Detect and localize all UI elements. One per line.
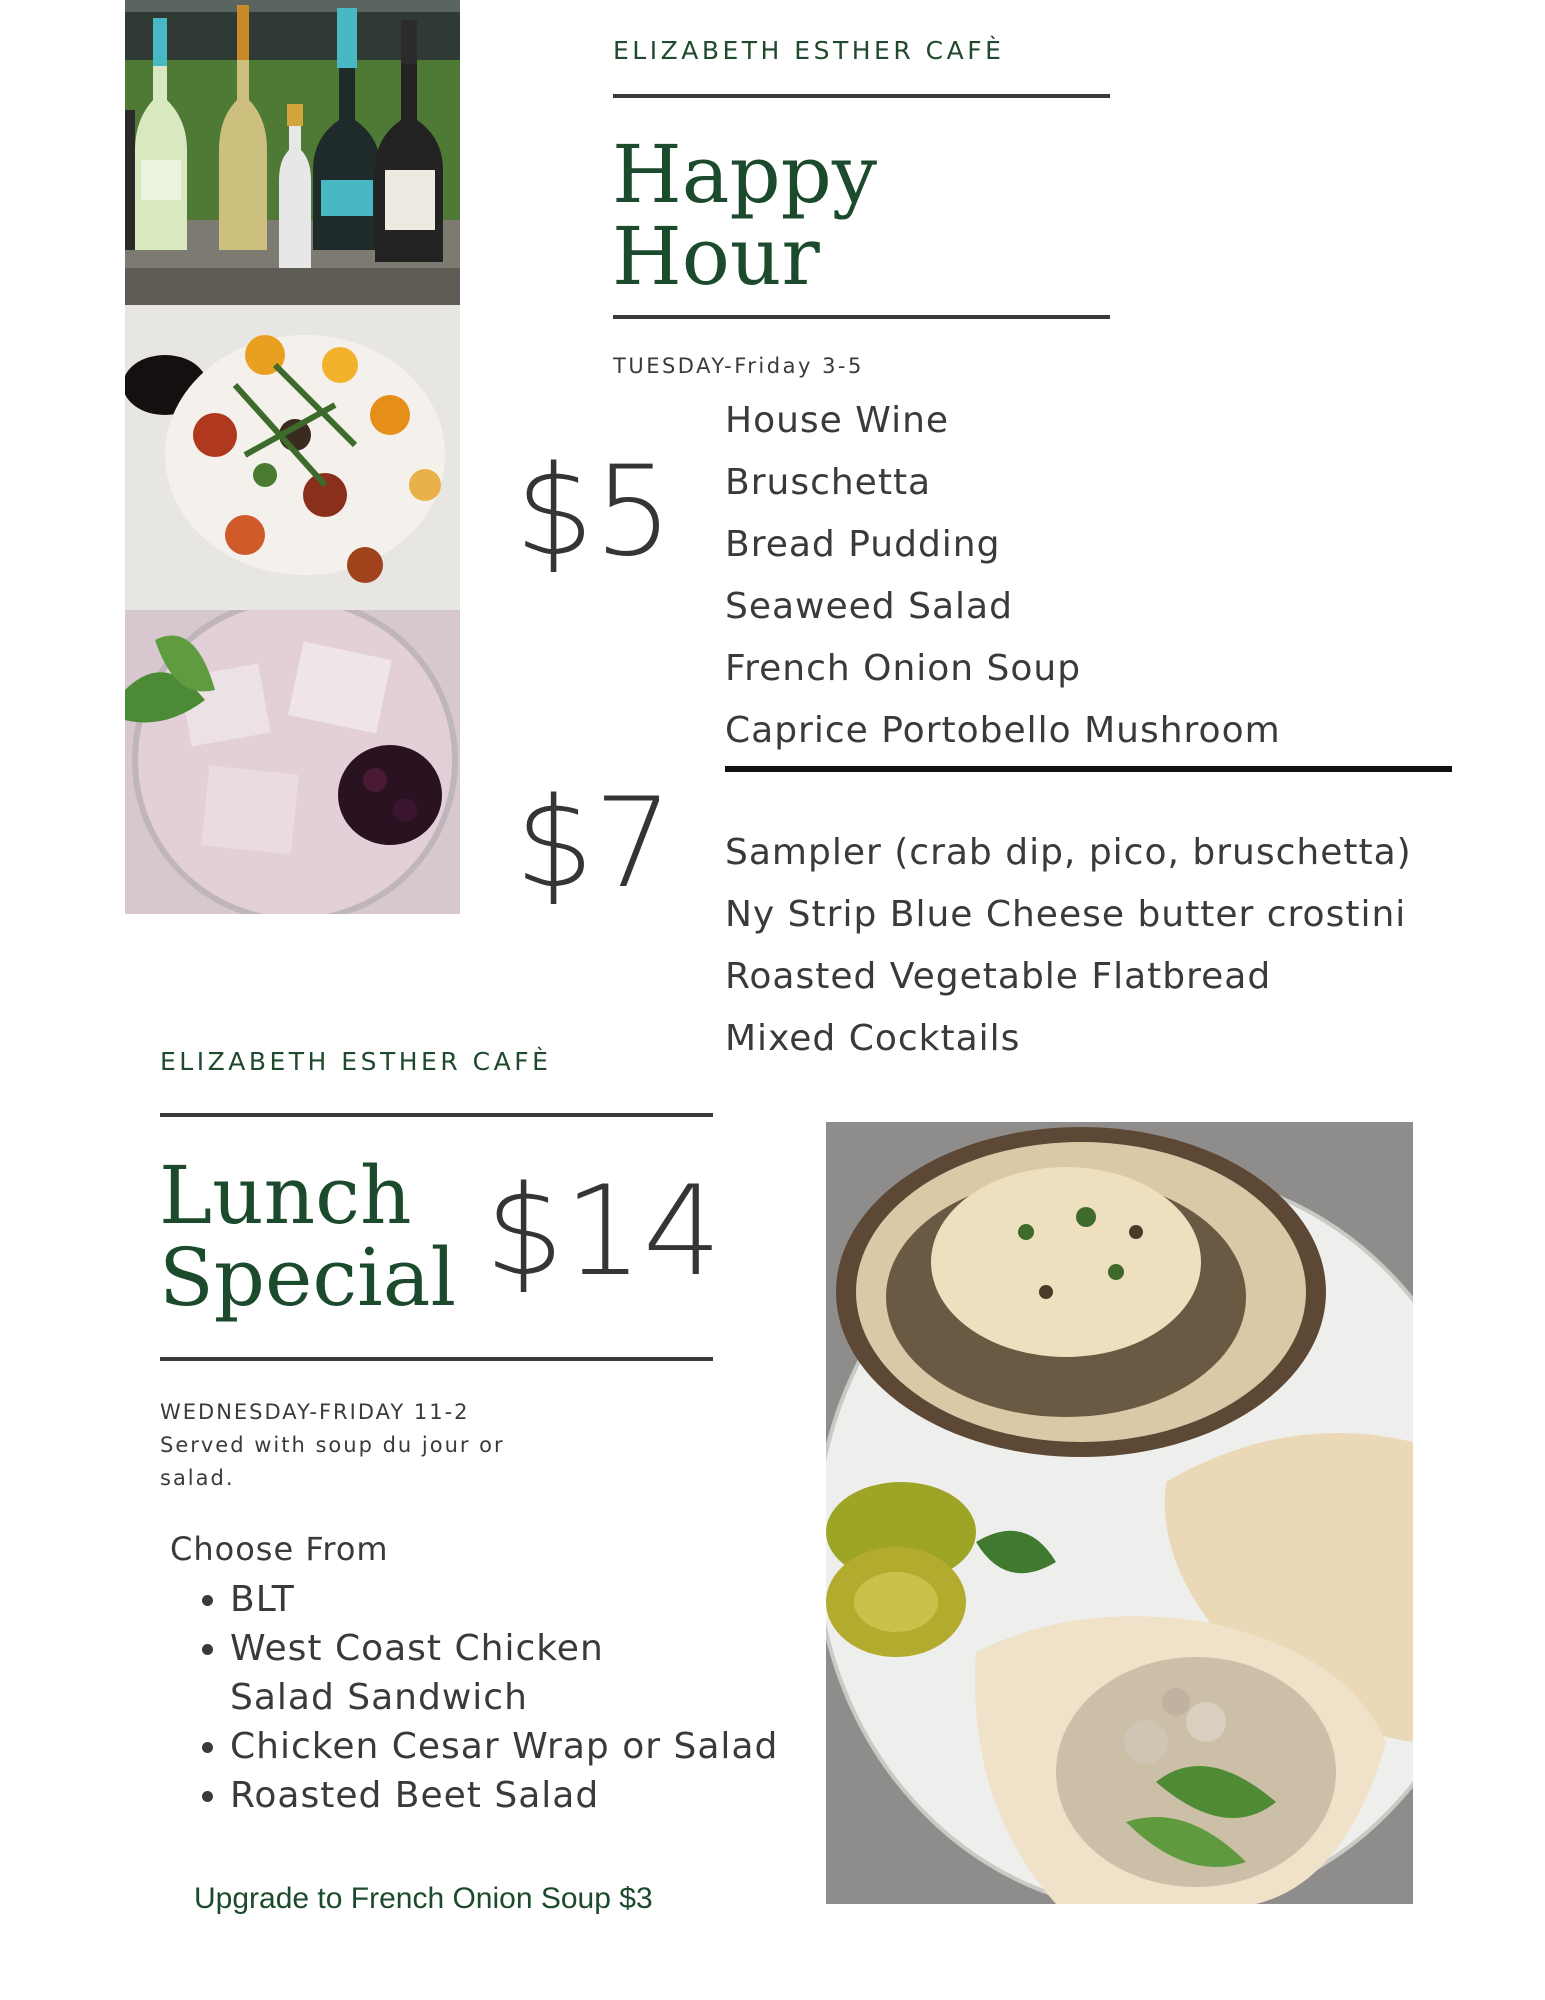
lunch-top-rule (160, 1113, 713, 1117)
wine-bottles-photo (125, 0, 460, 305)
price-7: $7 (515, 772, 673, 916)
cocktail-photo (125, 610, 460, 914)
upgrade-note: Upgrade to French Onion Soup $3 (194, 1882, 653, 1915)
lunch-title (159, 1149, 457, 1324)
lunch-schedule: WEDNESDAY-FRIDAY 11-2 (160, 1400, 470, 1424)
list-item: Bruschetta (725, 462, 932, 503)
list-item: • Roasted Beet Salad (230, 1771, 870, 1820)
happy-hour-title (612, 128, 878, 303)
list-item: Seaweed Salad (725, 586, 1013, 627)
tier-divider (725, 766, 1452, 772)
choose-from-label: Choose From (170, 1530, 389, 1568)
lunch-title-line1: Lunch (159, 1149, 412, 1242)
lunch-brand: ELIZABETH ESTHER CAFÈ (160, 1047, 552, 1076)
lunch-price: $14 (485, 1160, 722, 1304)
list-item: Roasted Vegetable Flatbread (725, 956, 1272, 997)
happy-hour-title-line2: Hour (612, 210, 820, 303)
list-item: Caprice Portobello Mushroom (725, 710, 1281, 751)
lunch-bottom-rule (160, 1357, 713, 1361)
lunch-served-line2: salad. (160, 1466, 235, 1490)
bruschetta-photo (125, 305, 460, 610)
list-item: Ny Strip Blue Cheese butter crostini (725, 894, 1407, 935)
list-item: House Wine (725, 400, 950, 441)
list-item: Bread Pudding (725, 524, 1001, 565)
list-item: • Chicken Cesar Wrap or Salad (230, 1722, 870, 1771)
list-item: French Onion Soup (725, 648, 1082, 689)
lunch-served-line1: Served with soup du jour or (160, 1433, 505, 1457)
list-item: • West Coast Chicken Salad Sandwich (230, 1624, 700, 1722)
lunch-title-line2: Special (159, 1231, 457, 1324)
happy-hour-bottom-rule (613, 315, 1110, 319)
list-item: • BLT (230, 1575, 870, 1624)
happy-hour-brand: ELIZABETH ESTHER CAFÈ (613, 36, 1005, 65)
soup-and-wrap-photo (826, 1122, 1413, 1904)
lunch-items (168, 1575, 870, 1820)
tier-7-items (725, 822, 1412, 1070)
happy-hour-title-line1: Happy (612, 128, 878, 221)
list-item: Sampler (crab dip, pico, bruschetta) (725, 832, 1412, 873)
price-5: $5 (515, 440, 673, 584)
happy-hour-top-rule (613, 94, 1110, 98)
tier-5-items (725, 390, 1281, 762)
list-item: Mixed Cocktails (725, 1018, 1021, 1059)
happy-hour-schedule: TUESDAY-Friday 3-5 (613, 354, 864, 378)
